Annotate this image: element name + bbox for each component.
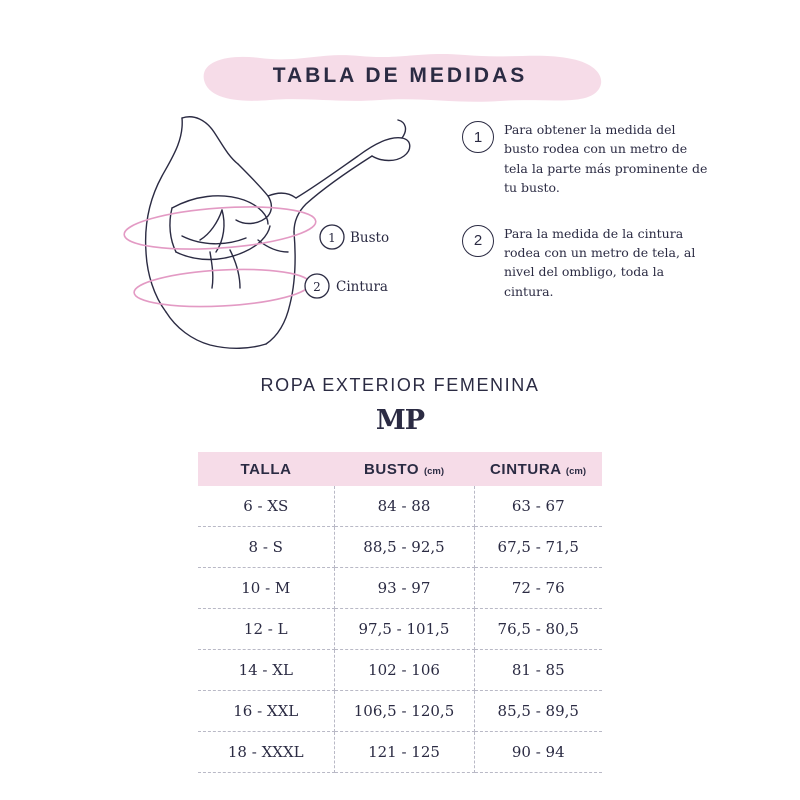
step-number-badge: 1: [462, 121, 494, 153]
svg-text:1: 1: [328, 231, 336, 245]
svg-text:2: 2: [313, 280, 321, 294]
cell-busto: 106,5 - 120,5: [334, 691, 474, 732]
cell-busto: 84 - 88: [334, 486, 474, 527]
cell-busto: 97,5 - 101,5: [334, 609, 474, 650]
cell-busto: 93 - 97: [334, 568, 474, 609]
title-blob-shape: [190, 50, 610, 102]
table-header-talla: [198, 452, 334, 486]
cell-talla: 18 - XXXL: [198, 732, 334, 773]
cell-cintura: 67,5 - 71,5: [474, 527, 602, 568]
table-row: [198, 609, 602, 650]
callout-label-cintura: Cintura: [336, 279, 388, 295]
size-table-wrapper: [198, 452, 602, 773]
step-text: Para obtener la medida del busto rodea con un metro de tela la parte más prominente de tu busto.: [504, 122, 708, 196]
header-unit: (cm): [565, 465, 586, 477]
table-row: [198, 691, 602, 732]
header-label: TALLA: [240, 460, 292, 478]
table-header-row: [198, 452, 602, 486]
cell-busto: 102 - 106: [334, 650, 474, 691]
cell-cintura: 63 - 67: [474, 486, 602, 527]
table-row: [198, 568, 602, 609]
header-label: CINTURA: [490, 460, 562, 478]
torso-diagram-icon: [110, 100, 450, 350]
body-illustration: [110, 100, 450, 350]
cell-busto: 88,5 - 92,5: [334, 527, 474, 568]
instruction-step: [462, 120, 712, 198]
header-unit: (cm): [423, 465, 445, 477]
step-number-badge: 2: [462, 225, 494, 257]
table-header-busto: [334, 452, 474, 486]
cell-cintura: 81 - 85: [474, 650, 602, 691]
step-text: Para la medida de la cintura rodea con un metro de tela, al nivel del ombligo, toda la cintura.: [504, 225, 696, 299]
table-row: [198, 486, 602, 527]
table-header-cintura: [474, 452, 602, 486]
cell-talla: 16 - XXL: [198, 691, 334, 732]
table-row: [198, 527, 602, 568]
cell-busto: 121 - 125: [334, 732, 474, 773]
section-title: ROPA EXTERIOR FEMENINA: [260, 375, 540, 395]
page-title: TABLA DE MEDIDAS: [272, 64, 528, 87]
header-label: BUSTO: [363, 460, 420, 478]
cell-cintura: 85,5 - 89,5: [474, 691, 602, 732]
cell-talla: 12 - L: [198, 609, 334, 650]
table-row: [198, 650, 602, 691]
instructions-list: [462, 120, 712, 327]
brand-logo: MP: [375, 405, 425, 436]
cell-talla: 8 - S: [198, 527, 334, 568]
table-row: [198, 732, 602, 773]
cell-cintura: 76,5 - 80,5: [474, 609, 602, 650]
title-banner: [0, 46, 800, 106]
cell-talla: 14 - XL: [198, 650, 334, 691]
cell-cintura: 72 - 76: [474, 568, 602, 609]
size-table: [198, 452, 602, 773]
cell-talla: 10 - M: [198, 568, 334, 609]
callout-label-busto: Busto: [350, 230, 390, 246]
cell-cintura: 90 - 94: [474, 732, 602, 773]
instruction-step: [462, 224, 712, 302]
cell-talla: 6 - XS: [198, 486, 334, 527]
